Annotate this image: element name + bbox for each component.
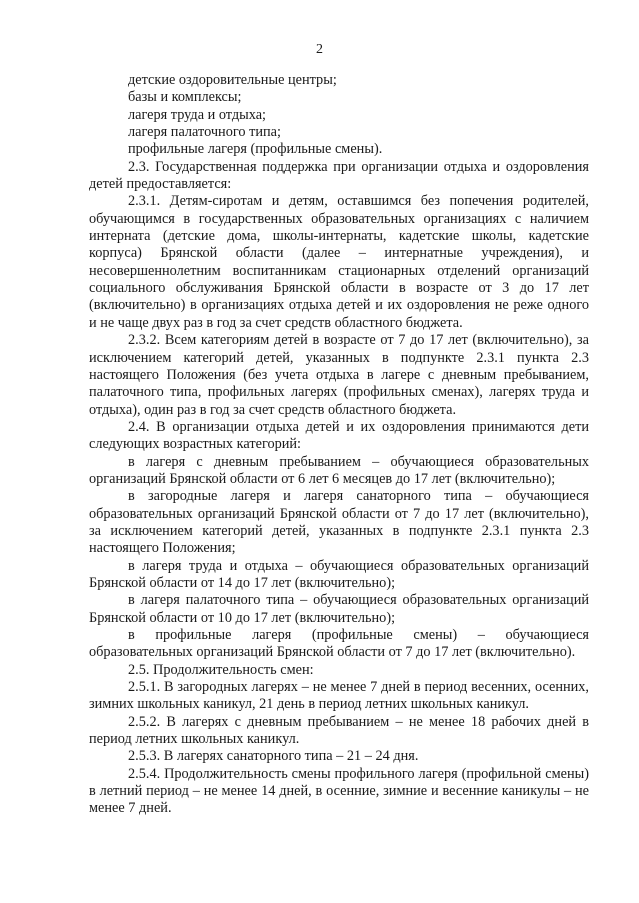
list-item: детские оздоровительные центры; bbox=[128, 72, 337, 88]
paragraph-2-5-4: 2.5.4. Продолжительность смены профильного лагеря (профильной смены) в летний период – не менее 14 дней, в осенние, зимние и весенние каникулы – не менее 7 дней. bbox=[89, 765, 589, 817]
paragraph-2-3-2: 2.3.2. Всем категориям детей в возрасте от 7 до 17 лет (включительно), за исключением категорий детей, указанных в подпункте 2.3.1 пункта 2.3 настоящего Положения (без учета отдыха в лагере с дневным пребыванием, палаточного типа, профильных лагерях (профильных сменах), лагерях труда и отдыха), один раз в год за счет средств областного бюджета. bbox=[89, 332, 589, 418]
age-category-tent-camps: в лагеря палаточного типа – обучающиеся образовательных организаций Брянской области от 10 до 17 лет (включительно); bbox=[89, 592, 589, 626]
age-category-country-camps: в загородные лагеря и лагеря санаторного типа – обучающиеся образовательных организаций Брянской области от 7 до 17 лет (включительно), за исключением категорий детей, указанных в подпункте 2.3.1 пункта 2.3 настоящего Положения; bbox=[89, 488, 589, 557]
paragraph-2-5-1: 2.5.1. В загородных лагерях – не менее 7 дней в период весенних, осенних, зимних школьных каникул, 21 день в период летних школьных каникул. bbox=[89, 679, 589, 713]
paragraph-2-4: 2.4. В организации отдыха детей и их оздоровления принимаются дети следующих возрастных категорий: bbox=[89, 418, 589, 453]
document-body bbox=[89, 72, 589, 818]
age-category-profile-camps: в профильные лагеря (профильные смены) – обучающиеся образовательных организаций Брянской области от 7 до 17 лет (включительно). bbox=[89, 627, 589, 661]
list-item: профильные лагеря (профильные смены). bbox=[128, 141, 383, 158]
paragraph-2-5: 2.5. Продолжительность смен: bbox=[128, 661, 314, 678]
paragraph-2-3: 2.3. Государственная поддержка при организации отдыха и оздоровления детей предоставляется: bbox=[89, 158, 589, 193]
paragraph-2-3-1: 2.3.1. Детям-сиротам и детям, оставшимся без попечения родителей, обучающимся в государственных образовательных организациях с наличием интерната (детские дома, школы-интернаты, кадетские школы, кадетские корпуса) Брянской области (далее – интернатные учреждения), и несовершеннолетним воспитанникам стационарных отделений организаций социального обслуживания Брянской области в возрасте от 3 до 17 лет (включительно) в организациях отдыха детей и их оздоровления не реже одного и не чаще двух раз в год за счет средств областного бюджета. bbox=[89, 193, 589, 331]
list-item: лагеря труда и отдыха; bbox=[128, 106, 267, 123]
paragraph-2-5-3: 2.5.3. В лагерях санаторного типа – 21 – 24 дня. bbox=[128, 748, 419, 765]
paragraph-2-5-2: 2.5.2. В лагерях с дневным пребыванием – не менее 18 рабочих дней в период летних школьных каникул. bbox=[89, 713, 589, 748]
page-number: 2 bbox=[316, 42, 323, 57]
list-item: базы и комплексы; bbox=[128, 89, 242, 106]
age-category-day-camps: в лагеря с дневным пребыванием – обучающиеся образовательных организаций Брянской области от 6 лет 6 месяцев до 17 лет (включительно); bbox=[89, 453, 589, 487]
list-item: лагеря палаточного типа; bbox=[128, 124, 281, 141]
age-category-labour-camps: в лагеря труда и отдыха – обучающиеся образовательных организаций Брянской области от 14 до 17 лет (включительно); bbox=[89, 557, 589, 591]
